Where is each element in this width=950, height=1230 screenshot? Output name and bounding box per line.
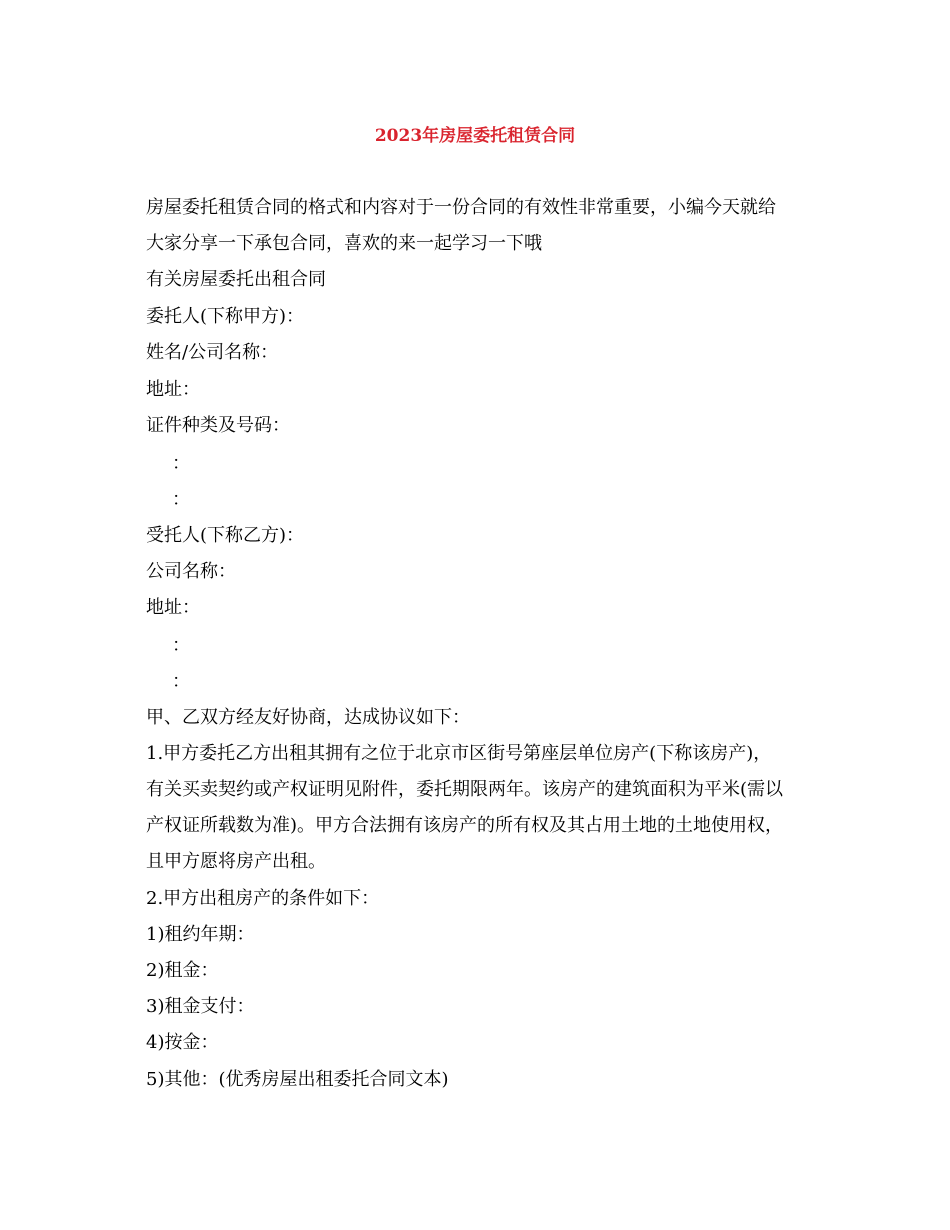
clause-1-line-3: 产权证所载数为准)。甲方合法拥有该房产的所有权及其占用土地的土地使用权， (146, 815, 784, 836)
agent-blank-field-1: ： (172, 635, 190, 656)
clause-2-item-5: 5)其他：(优秀房屋出租委托合同文本) (146, 1069, 449, 1090)
principal-address-field: 地址： (146, 379, 200, 400)
clause-2-item-2: 2)租金： (146, 960, 219, 981)
intro-line-2: 大家分享一下承包合同，喜欢的来一起学习一下哦 (146, 233, 542, 254)
agent-address-field: 地址： (146, 597, 200, 618)
section-heading: 有关房屋委托出租合同 (146, 269, 326, 290)
principal-blank-field-2: ： (172, 489, 190, 510)
agent-label: 受托人(下称乙方)： (146, 525, 305, 546)
principal-blank-field-1: ： (172, 453, 190, 474)
clause-2-heading: 2.甲方出租房产的条件如下： (146, 888, 380, 909)
principal-id-field: 证件种类及号码： (146, 415, 290, 436)
principal-label: 委托人(下称甲方)： (146, 306, 305, 327)
clause-1-line-4: 且甲方愿将房产出租。 (146, 851, 326, 872)
clause-1-line-1: 1.甲方委托乙方出租其拥有之位于北京市区街号第座层单位房产(下称该房产)， (146, 743, 772, 764)
agent-blank-field-2: ： (172, 671, 190, 692)
clause-2-item-1: 1)租约年期： (146, 924, 255, 945)
principal-name-field: 姓名/公司名称： (146, 342, 279, 363)
intro-line-1: 房屋委托租赁合同的格式和内容对于一份合同的有效性非常重要，小编今天就给 (146, 197, 776, 218)
agreement-intro: 甲、乙双方经友好协商，达成协议如下： (146, 707, 470, 728)
clause-2-item-3: 3)租金支付： (146, 996, 255, 1017)
agent-company-field: 公司名称： (146, 561, 236, 582)
document-title: 2023年房屋委托租赁合同 (374, 126, 576, 146)
clause-2-item-4: 4)按金： (146, 1032, 219, 1053)
clause-1-line-2: 有关买卖契约或产权证明见附件，委托期限两年。该房产的建筑面积为平米(需以 (146, 779, 784, 800)
